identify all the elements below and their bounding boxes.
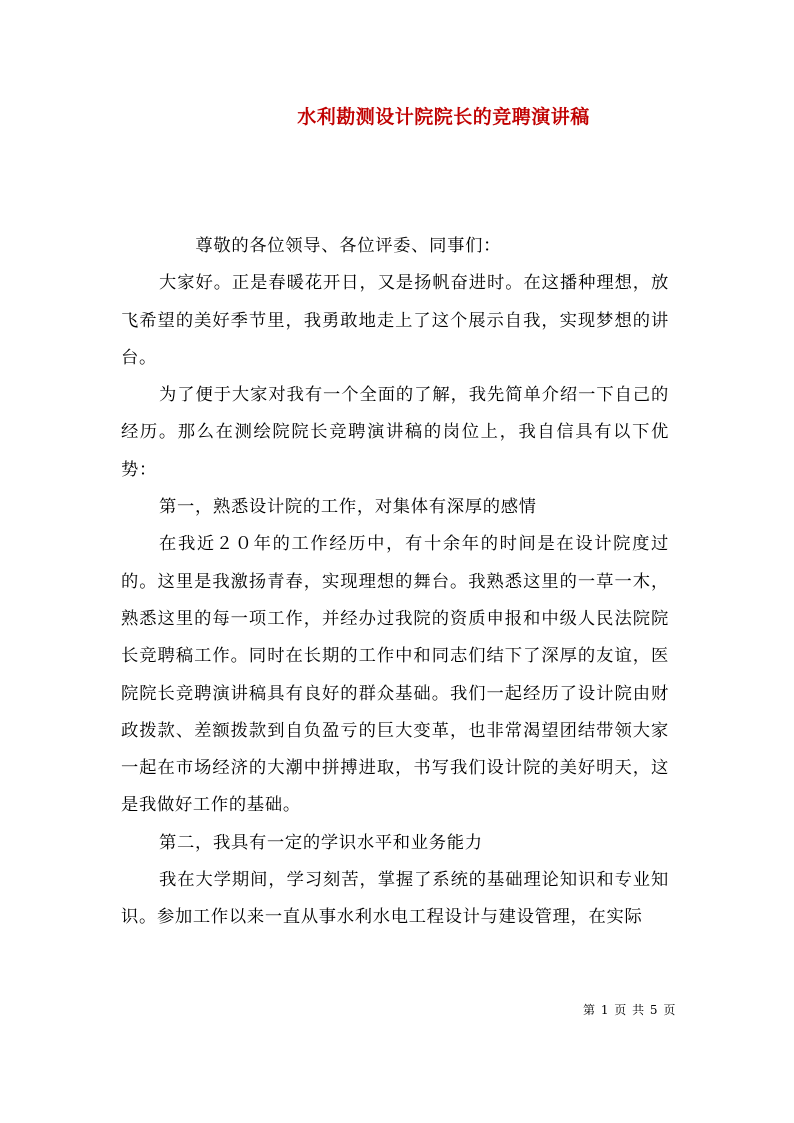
body-paragraph: 在我近２０年的工作经历中，有十余年的时间是在设计院度过的。这里是我激扬青春，实现理想的舞台。我熟悉这里的一草一木，熟悉这里的每一项工作，并经办过我院的资质申报和中级人民法院院长竞聘稿工作。同时在长期的工作中和同志们结下了深厚的友谊，医院院长竞聘演讲稿具有良好的群众基础。我们一起经历了设计院由财政拨款、差额拨款到自负盈亏的巨大变革，也非常渴望团结带领大家一起在市场经济的大潮中拼搏进取，书写我们设计院的美好明天，这是我做好工作的基础。: [121, 534, 669, 816]
document-title: 水利勘测设计院院长的竞聘演讲稿: [297, 106, 590, 128]
document-body: [121, 228, 669, 937]
section-heading: 第一，熟悉设计院的工作，对集体有深厚的感情: [159, 497, 537, 518]
body-paragraph: 大家好。正是春暖花开日，又是扬帆奋进时。在这播种理想，放飞希望的美好季节里，我勇敢地走上了这个展示自我，实现梦想的讲台。: [121, 273, 669, 368]
page-number-footer: 第 1 页 共 5 页: [583, 1003, 677, 1017]
body-paragraph: 我在大学期间，学习刻苦，掌握了系统的基础理论知识和专业知识。参加工作以来一直从事水利水电工程设计与建设管理，在实际: [121, 870, 669, 928]
salutation-paragraph: 尊敬的各位领导、各位评委、同事们：: [195, 236, 502, 256]
body-paragraph: 为了便于大家对我有一个全面的了解，我先简单介绍一下自己的经历。那么在测绘院院长竞聘演讲稿的岗位上，我自信具有以下优势：: [121, 385, 669, 480]
section-heading: 第二，我具有一定的学识水平和业务能力: [159, 832, 483, 853]
